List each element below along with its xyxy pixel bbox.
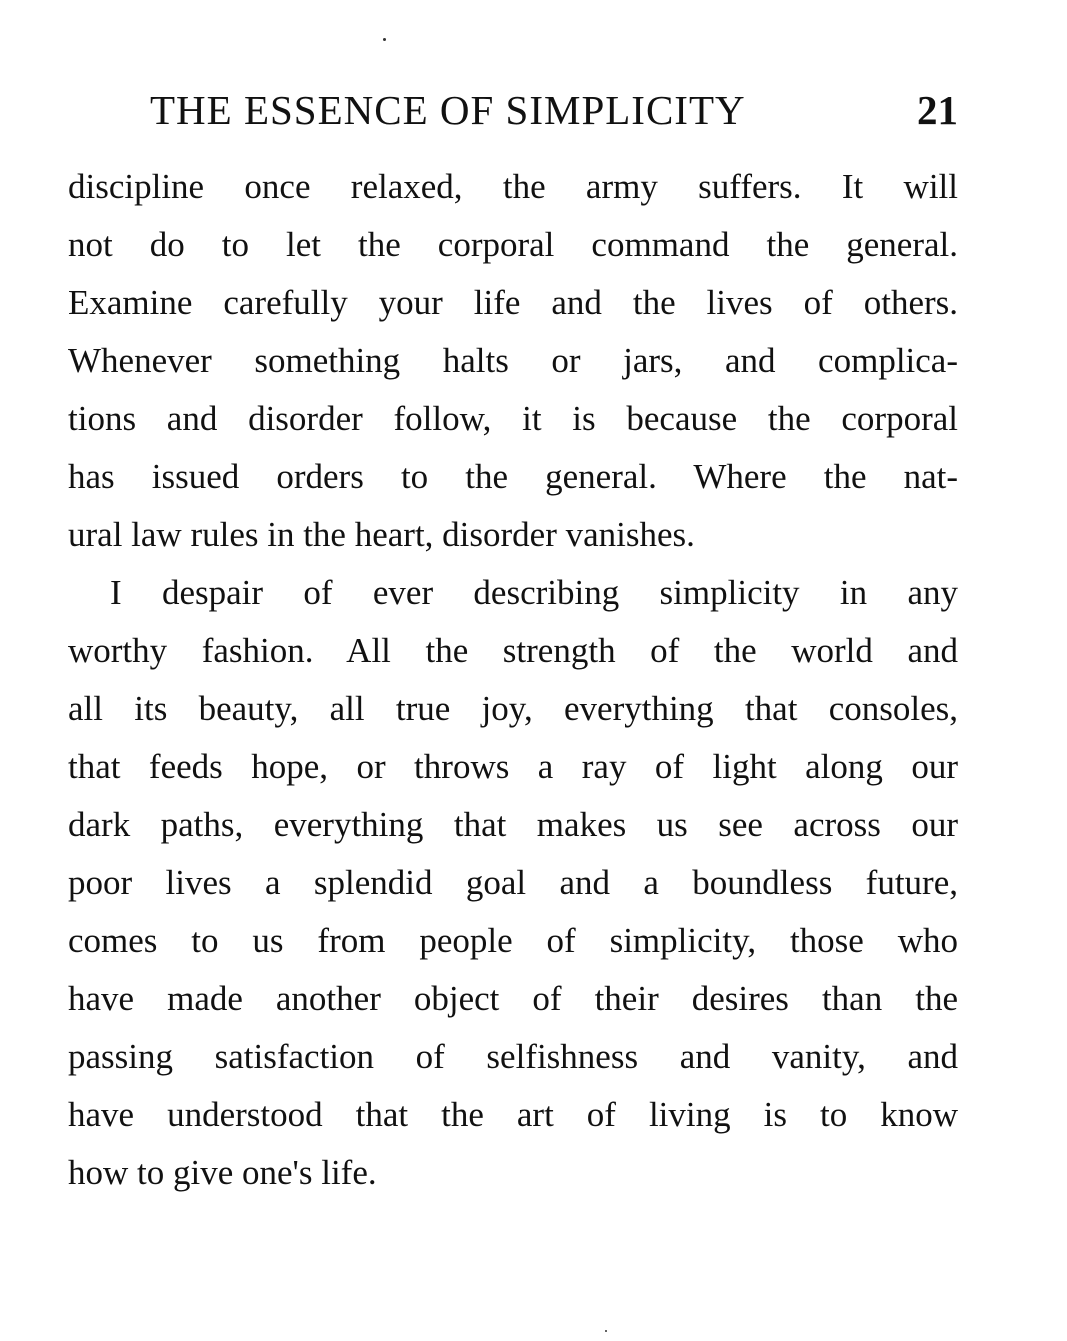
body-text xyxy=(68,158,958,1202)
running-head-title: THE ESSENCE OF SIMPLICITY xyxy=(150,87,746,133)
text-line: dark paths, everything that makes us see across our xyxy=(68,805,958,844)
text-line: have made another object of their desires than the xyxy=(68,979,958,1018)
text-line: how to give one's life. xyxy=(68,1153,377,1192)
text-line: all its beauty, all true joy, everything that consoles, xyxy=(68,689,958,728)
print-speck xyxy=(605,1330,607,1332)
text-line: tions and disorder follow, it is because the corporal xyxy=(68,399,958,438)
page-number: 21 xyxy=(917,87,958,133)
text-line: comes to us from people of simplicity, those who xyxy=(68,921,958,960)
text-line: that feeds hope, or throws a ray of light along our xyxy=(68,747,958,786)
print-speck xyxy=(383,38,386,41)
text-line: has issued orders to the general. Where the nat- xyxy=(68,457,958,496)
text-line: discipline once relaxed, the army suffers. It will xyxy=(68,167,958,206)
text-line: passing satisfaction of selfishness and vanity, and xyxy=(68,1037,958,1076)
running-head xyxy=(150,82,958,138)
paragraph-2 xyxy=(68,564,958,1202)
text-line: have understood that the art of living is to know xyxy=(68,1095,958,1134)
text-line: Examine carefully your life and the lives of others. xyxy=(68,283,958,322)
text-line: Whenever something halts or jars, and complica- xyxy=(68,341,958,380)
text-line: I despair of ever describing simplicity in any xyxy=(110,573,958,612)
text-line: ural law rules in the heart, disorder vanishes. xyxy=(68,515,695,554)
text-line: worthy fashion. All the strength of the world and xyxy=(68,631,958,670)
paragraph-1 xyxy=(68,158,958,564)
text-line: poor lives a splendid goal and a boundless future, xyxy=(68,863,958,902)
text-line: not do to let the corporal command the general. xyxy=(68,225,958,264)
